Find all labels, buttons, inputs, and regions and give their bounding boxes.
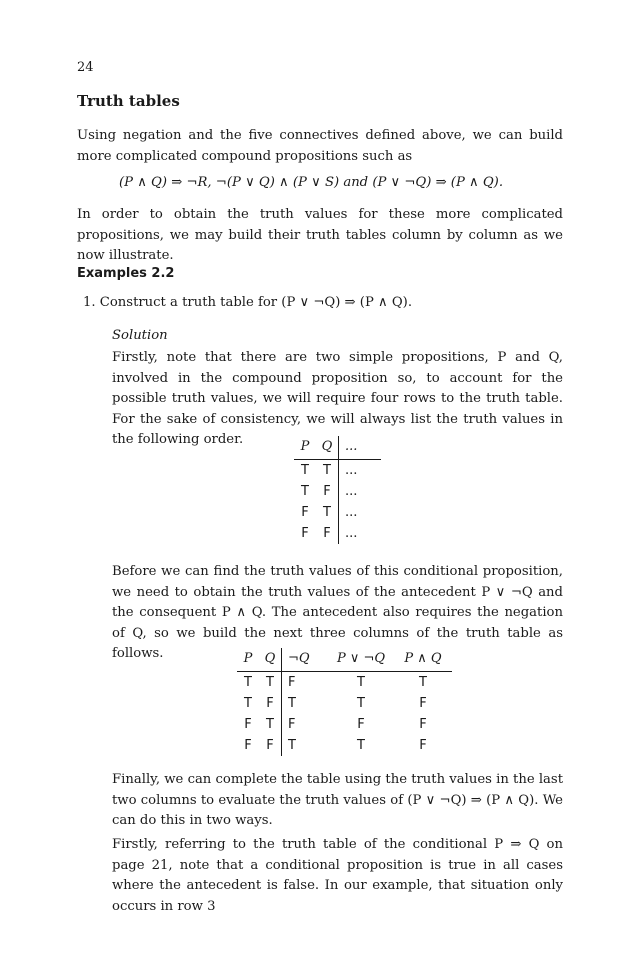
- intro-paragraph: Using negation and the five connectives defined above, we can build more complicated compound propositions such as: [77, 128, 563, 164]
- paragraph-3: Firstly, note that there are two simple propositions, P and Q, involved in the compound proposition so, to account for the possible truth values, we will require four rows to the truth table. For the sake of consistency, we will always list the truth values in the following order.: [112, 350, 563, 447]
- t1-cell: F: [316, 481, 339, 502]
- example-item-1: 1. Construct a truth table for (P ∨ ¬Q) ⇒ (P ∧ Q).: [83, 295, 413, 310]
- t2-cell: T: [244, 696, 252, 711]
- t2-cell: F: [288, 675, 296, 690]
- t1-header-p: P: [294, 436, 316, 460]
- t1-cell: F: [316, 523, 339, 544]
- table-row: [237, 693, 452, 714]
- paragraph-5: Finally, we can complete the table using the truth values in the last two columns to evaluate the truth values of (P ∨ ¬Q) ⇒ (P ∧ Q). We can do this in two ways.: [112, 772, 563, 828]
- solution-label: Solution: [112, 328, 168, 343]
- t2-cell: T: [259, 672, 282, 694]
- t1-cell: ...: [345, 505, 358, 520]
- t2-header-consequent: P ∧ Q: [394, 648, 452, 672]
- table-row: [294, 502, 381, 523]
- t2-cell: F: [419, 696, 427, 711]
- truth-table-columns: [237, 648, 452, 756]
- t1-cell: T: [301, 463, 309, 478]
- t1-cell: ...: [345, 484, 358, 499]
- paragraph-4: Before we can find the truth values of this conditional proposition, we need to obtain the truth values of the antecedent P ∨ ¬Q and the consequent P ∧ Q. The antecedent also requires the negation of Q, so we build the next three columns of the truth table as follows.: [112, 564, 563, 661]
- t2-cell: F: [419, 717, 427, 732]
- t1-cell: T: [301, 484, 309, 499]
- paragraph-2: In order to obtain the truth values for these more complicated propositions, we may build their truth tables column by column as we now illustrate.: [77, 207, 563, 263]
- table-row: [294, 481, 381, 502]
- t2-cell: T: [288, 738, 296, 753]
- paragraph-6: Firstly, referring to the truth table of the conditional P ⇒ Q on page 21, note that a conditional proposition is true in all cases where the antecedent is false. In our example, that situation only occurs in row 3: [112, 837, 563, 914]
- table-row: [294, 460, 381, 482]
- t1-cell: ...: [345, 526, 358, 541]
- t1-cell: ...: [345, 463, 358, 478]
- t1-header-q: Q: [316, 436, 339, 460]
- t2-cell: F: [288, 717, 296, 732]
- truth-table-order: [294, 436, 381, 544]
- table-row: [237, 672, 452, 694]
- t1-cell: T: [316, 502, 339, 523]
- t2-cell: T: [357, 696, 365, 711]
- t2-cell: F: [244, 738, 252, 753]
- t2-cell: T: [244, 675, 252, 690]
- t2-header-antecedent: P ∨ ¬Q: [328, 648, 394, 672]
- t1-header-dots: ...: [339, 436, 382, 460]
- t2-cell: F: [244, 717, 252, 732]
- display-formula: (P ∧ Q) ⇒ ¬R, ¬(P ∨ Q) ∧ (P ∨ S) and (P ∨ ¬Q) ⇒ (P ∧ Q).: [119, 175, 504, 190]
- t2-cell: T: [288, 696, 296, 711]
- t2-cell: T: [357, 738, 365, 753]
- t2-cell: F: [419, 738, 427, 753]
- page-number: 24: [77, 60, 94, 75]
- t2-cell: T: [419, 675, 427, 690]
- t1-cell: T: [316, 460, 339, 482]
- table-row: [237, 714, 452, 735]
- t2-cell: F: [357, 717, 365, 732]
- table-row: [294, 523, 381, 544]
- t2-cell: T: [357, 675, 365, 690]
- t2-cell: T: [259, 714, 282, 735]
- t2-header-q: Q: [259, 648, 282, 672]
- table-row: [237, 735, 452, 756]
- t1-cell: F: [301, 526, 309, 541]
- t2-cell: F: [259, 735, 282, 756]
- t1-cell: F: [301, 505, 309, 520]
- t2-cell: F: [259, 693, 282, 714]
- t2-header-not-q: ¬Q: [282, 648, 329, 672]
- section-title: Truth tables: [77, 92, 180, 110]
- examples-heading: Examples 2.2: [77, 266, 175, 281]
- t2-header-p: P: [237, 648, 259, 672]
